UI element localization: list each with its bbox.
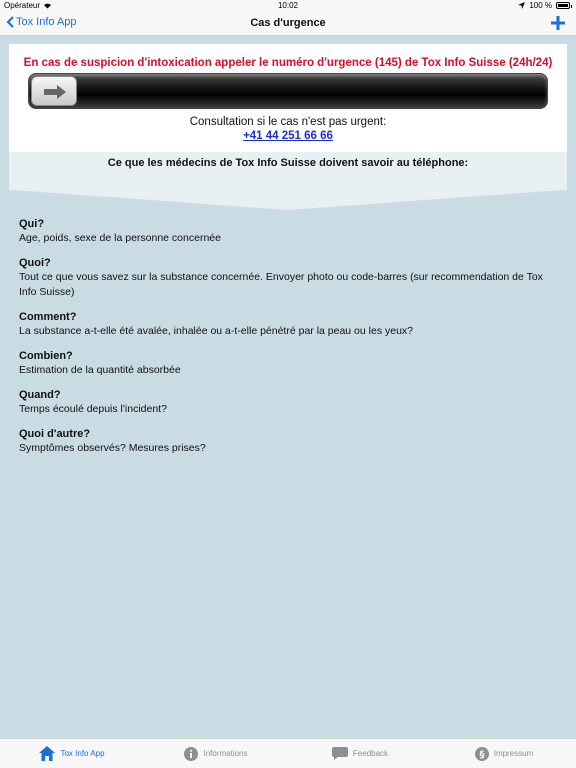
question-title: Quoi d'autre? [19, 428, 91, 440]
speech-bubble-icon [332, 747, 348, 760]
tab-feedback[interactable] [288, 739, 432, 768]
question-text: Tout ce que vous savez sur la substance concernée. Envoyer photo ou code-barres (sur recommendation de Tox Info Suisse) [19, 271, 543, 298]
list-item [19, 217, 559, 246]
panel-heading: Ce que les médecins de Tox Info Suisse doivent savoir au téléphone: [107, 157, 469, 169]
list-item [19, 427, 559, 456]
add-button[interactable] [550, 14, 566, 32]
question-title: Quand? [19, 389, 61, 401]
tab-bar [0, 738, 576, 768]
question-text: Age, poids, sexe de la personne concernée [19, 232, 221, 244]
battery-icon [556, 2, 570, 9]
status-time: 10:02 [277, 1, 299, 10]
section-sign-icon [475, 747, 489, 761]
page-title: Cas d'urgence [250, 17, 326, 29]
status-right-group [518, 1, 570, 10]
location-arrow-icon [518, 2, 525, 9]
home-icon [39, 746, 55, 761]
arrow-right-icon [44, 85, 66, 99]
question-title: Quoi? [19, 257, 51, 269]
questions-list [19, 217, 559, 466]
emergency-alert-text: En cas de suspicion d'intoxication appeler le numéro d'urgence (145) de Tox Info Suisse (24h/24) [23, 57, 553, 69]
question-title: Comment? [19, 311, 77, 323]
phone-link[interactable]: +41 44 251 66 66 [243, 130, 333, 142]
svg-text:§: § [479, 749, 485, 760]
question-title: Qui? [19, 218, 45, 230]
consult-label: Consultation si le cas n'est pas urgent: [189, 116, 387, 128]
question-title: Combien? [19, 350, 73, 362]
question-text: Estimation de la quantité absorbée [19, 364, 181, 376]
battery-percent: 100 % [529, 1, 552, 10]
status-bar [0, 0, 576, 12]
tab-label: Informations [203, 749, 248, 758]
question-text: Temps écoulé depuis l'incident? [19, 403, 167, 415]
tab-impressum[interactable] [432, 739, 576, 768]
tab-label: Tox Info App [60, 749, 105, 758]
panel-pointer [9, 184, 567, 210]
list-item [19, 256, 559, 300]
navigation-bar [0, 12, 576, 36]
question-text: La substance a-t-elle été avalée, inhalée ou a-t-elle pénétré par la peau ou les yeux? [19, 325, 414, 337]
carrier-label: Opérateur [4, 1, 41, 10]
list-item [19, 388, 559, 417]
question-text: Symptômes observés? Mesures prises? [19, 442, 206, 454]
tab-label: Feedback [352, 749, 389, 758]
tab-tox-info-app[interactable] [0, 739, 144, 768]
list-item [19, 349, 559, 378]
tab-informations[interactable] [144, 739, 288, 768]
back-button-label: Tox Info App [16, 16, 77, 28]
plus-icon [551, 16, 565, 30]
list-item [19, 310, 559, 339]
info-icon [184, 747, 198, 761]
call-slider[interactable] [28, 73, 548, 109]
tab-label: Impressum [493, 749, 534, 758]
slider-knob[interactable] [31, 76, 77, 106]
